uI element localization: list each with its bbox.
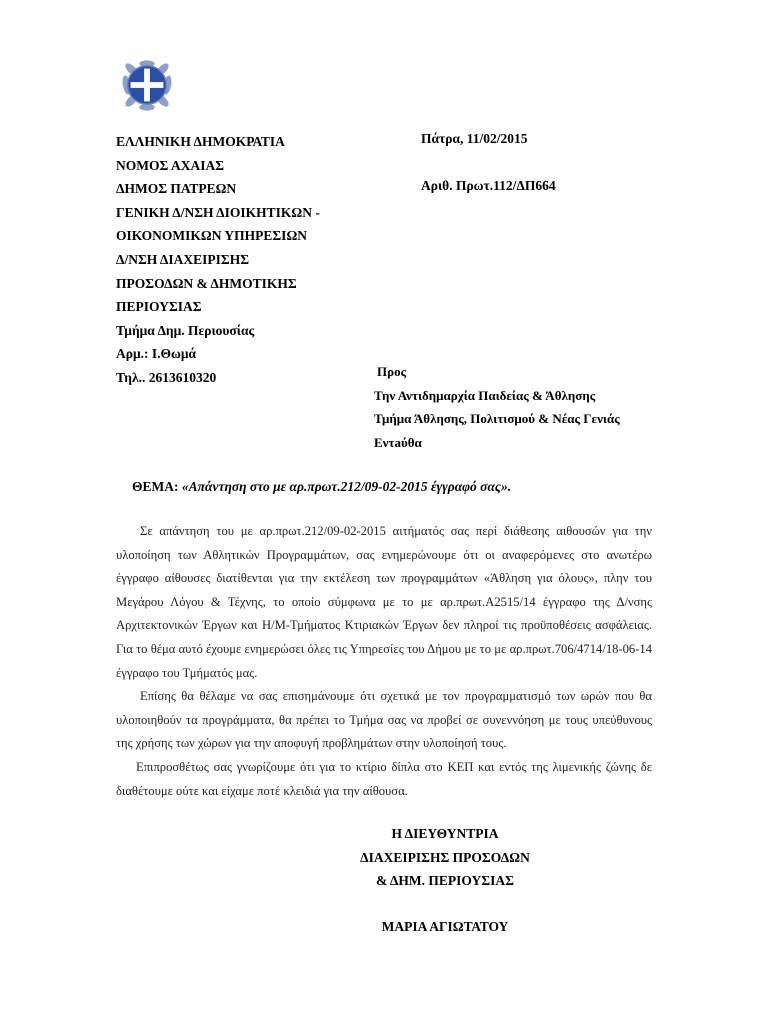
sender-line: Δ/ΝΣΗ ΔΙΑΧΕΙΡΙΣΗΣ xyxy=(116,251,250,267)
recipient-line: Εντaύθα xyxy=(374,434,422,450)
signature-line: ΔΙΑΧΕΙΡΙΣΗΣ ΠΡΟΣΟΔΩΝ xyxy=(360,849,530,865)
sender-block xyxy=(116,130,320,390)
sender-line: Τμήμα Δημ. Περιουσίας xyxy=(116,322,255,338)
sender-line: ΠΕΡΙΟΥΣΙΑΣ xyxy=(116,299,202,315)
recipient-block xyxy=(374,360,620,454)
sender-line: ΟΙΚΟΝΟΜΙΚΩΝ ΥΠΗΡΕΣΙΩΝ xyxy=(116,228,307,244)
signature-line: & ΔΗΜ. ΠΕΡΙΟΥΣΙΑΣ xyxy=(376,873,514,889)
sender-line: Αρμ.: Ι.Θωμά xyxy=(116,346,197,362)
sender-line: ΝΟΜΟΣ ΑΧΑΙΑΣ xyxy=(116,157,225,173)
letter-body xyxy=(116,520,652,803)
subject-line xyxy=(132,479,511,495)
recipient-line: Τμήμα Άθλησης, Πολιτισμού & Νέας Γενιάς xyxy=(374,411,620,426)
sender-line: ΠΡΟΣΟΔΩΝ & ΔΗΜΟΤΙΚΗΣ xyxy=(116,275,297,291)
sender-line: ΓΕΝΙΚΗ Δ/ΝΣΗ ΔΙΟΙΚΗΤΙΚΩΝ - xyxy=(116,204,320,220)
recipient-line: Την Αντιδημαρχία Παιδείας & Άθλησης xyxy=(374,387,596,403)
signatory-name: ΜΑΡΙΑ ΑΓΙΩΤΑΤΟΥ xyxy=(381,918,509,934)
body-paragraph: Επίσης θα θέλαμε να σας επισημάνουμε ότι σχετικά με τον προγραμματισμό των ωρών που θα υλοποιηθούν τα προγράμματα, θα πρέπει το Τμήμα σας να προβεί σε συνεννόηση με τους υπεύθυνους της χρήσης των χώρων για την αποφυγή προβλημάτων στην υλοποίησή τους. xyxy=(116,689,652,751)
letter-date: Πάτρα, 11/02/2015 xyxy=(421,131,528,146)
sender-line: ΔΗΜΟΣ ΠΑΤΡΕΩΝ xyxy=(116,181,237,197)
subject-text: «Απάντηση στο με αρ.πρωτ.212/09-02-2015 έγγραφό σας». xyxy=(181,479,512,494)
subject-label: ΘΕΜΑ: xyxy=(132,479,182,494)
sender-line: Τηλ.. 2613610320 xyxy=(116,369,217,385)
recipient-label: Προς xyxy=(377,364,407,379)
body-paragraph: Σε απάντηση του με αρ.πρωτ.212/09-02-2015 αιτήματός σας περί διάθεσης αιθουσών για την υλοποίηση των Αθλητικών Προγραμμάτων, σας ενημερώνουμε ότι οι αναφερόμενες στο ανωτέρω έγγραφο αίθουσες διατίθενται για την εκτέλεση των προγραμμάτων «Άθληση για όλους», πλην του Μεγάρου Λόγου & Τέχνης, το οποίο σύμφωνα με το με αρ.πρωτ.Α2515/14 έγγραφο της Δ/νσης Αρχιτεκτονικών Έργων και Η/Μ-Τμήματος Κτιριακών Έργων δεν πληροί τις προϋποθέσεις ασφάλειας. Για το θέμα αυτό έχουμε ενημερώσει όλες τις Υπηρεσίες του Δήμου με το με αρ.πρωτ.706/4714/18-06-14 έγγραφο του Τμήματός μας. xyxy=(116,524,652,680)
protocol-number: Αριθ. Πρωτ.112/ΔΠ664 xyxy=(421,178,556,193)
sender-line: ΕΛΛΗΝΙΚΗ ΔΗΜΟΚΡΑΤΙΑ xyxy=(116,134,285,149)
signature-block xyxy=(350,822,540,938)
body-paragraph: Επιπροσθέτως σας γνωρίζουμε ότι για το κτίριο δίπλα στο ΚΕΠ και εντός της λιμενικής ζώνης δε διαθέτουμε ούτε και είχαμε ποτέ κλειδιά για την αίθουσα. xyxy=(116,759,652,798)
greek-state-emblem-icon xyxy=(118,56,176,114)
signature-line: Η ΔΙΕΥΘΥΝΤΡΙΑ xyxy=(391,826,499,841)
